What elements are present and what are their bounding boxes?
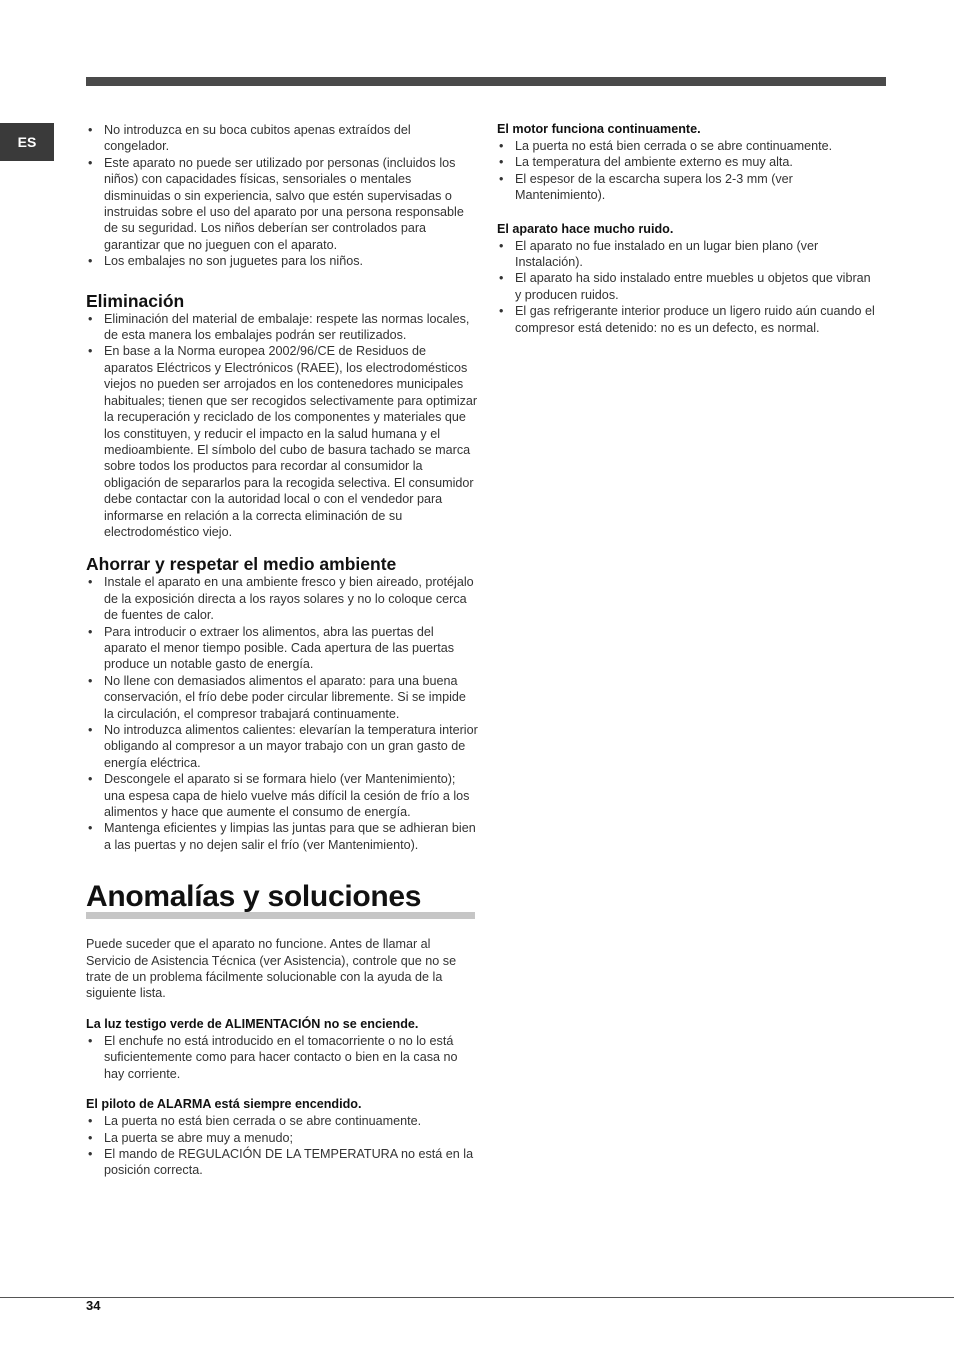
intro-bullet-list [86,122,478,270]
language-tab: ES [0,123,54,161]
problem-heading-luz: La luz testigo verde de ALIMENTACIÓN no se enciende. [86,1016,419,1031]
chapter-intro: Puede suceder que el aparato no funcione. Antes de llamar al Servicio de Asistencia Técnica (ver Asistencia), controle que no se trate de un problema fácilmente solucionable con la ayuda de la siguiente lista. [86,937,457,1001]
ahorrar-bullet-list [86,574,478,853]
list-item: • El mando de REGULACIÓN DE LA TEMPERATURA no está en la posición correcta. [86,1146,478,1179]
list-item: • Descongele el aparato si se formara hielo (ver Mantenimiento); una espesa capa de hielo vuelve más difícil la cesión de frío a los alimentos y hace que aumente el consumo de energía. [86,771,478,820]
footer-rule [0,1297,954,1298]
list-item: • El enchufe no está introducido en el tomacorriente o no lo está suficientemente como para hacer contacto o bien en la casa no hay corriente. [86,1033,478,1082]
problem-heading-motor: El motor funciona continuamente. [497,122,701,136]
list-item: • Este aparato no puede ser utilizado por personas (incluidos los niños) con capacidades físicas, sensoriales o mentales disminuidas o sin experiencia, salvo que estén supervisadas o instruidas sobre el uso del aparato por una persona responsable de su seguridad. Los niños deberían ser controlados para garantizar que no jueguen con el aparato. [86,155,478,253]
problem-heading-ruido: El aparato hace mucho ruido. [497,221,674,236]
luz-bullet-list [86,1033,478,1082]
list-item: • Los embalajes no son juguetes para los niños. [86,253,478,269]
list-item: • La puerta se abre muy a menudo; [86,1130,478,1146]
list-item: • Mantenga eficientes y limpias las juntas para que se adhieran bien a las puertas y no dejen salir el frío (ver Mantenimiento). [86,820,478,853]
list-item: • Para introducir o extraer los alimentos, abra las puertas del aparato el menor tiempo posible. Cada apertura de las puertas produce un notable gasto de energía. [86,624,478,673]
list-item: • No introduzca en su boca cubitos apenas extraídos del congelador. [86,122,478,155]
list-item: • En base a la Norma europea 2002/96/CE de Residuos de aparatos Eléctricos y Electrónicos (RAEE), los electrodomésticos viejos no pueden ser arrojados en los contenedores municipales habituales; tienen que ser recogidos selectivamente para optimizar la recuperación y reciclado de los componentes y materiales que los constituyen, y reducir el impacto en la salud humana y el medioambiente. El símbolo del cubo de basura tachado se marca sobre todos los productos para recordar al consumidor la obligación de separarlos para la recogida selectiva. El consumidor debe contactar con la autoridad local o con el vendedor para informarse en relación a la correcta eliminación de su electrodoméstico viejo. [86,343,478,540]
left-column [86,122,478,1179]
page-number: 34 [86,1298,101,1313]
list-item: • No llene con demasiados alimentos el aparato: para una buena conservación, el frío debe poder circular libremente. Si se impide la circulación, el compresor trabajará continuamente. [86,673,478,722]
motor-bullet-list [497,138,877,204]
section-heading-eliminacion: Eliminación [86,290,185,311]
problem-heading-piloto: El piloto de ALARMA está siempre encendido. [86,1097,362,1112]
header-bar [86,77,886,86]
chapter-title-block [86,879,478,919]
section-heading-ahorrar: Ahorrar y respetar el medio ambiente [86,554,397,575]
list-item: • El espesor de la escarcha supera los 2-3 mm (ver Mantenimiento). [497,171,877,204]
right-column [497,121,877,336]
list-item: • La puerta no está bien cerrada o se abre continuamente. [497,138,877,154]
list-item: • El aparato no fue instalado en un lugar bien plano (ver Instalación). [497,238,877,271]
list-item: • No introduzca alimentos calientes: elevarían la temperatura interior obligando al compresor a un mayor trabajo con un gran gasto de energía eléctrica. [86,722,478,771]
ruido-bullet-list [497,238,877,336]
list-item: • Instale el aparato en una ambiente fresco y bien aireado, protéjalo de la exposición directa a los rayos solares y no lo coloque cerca de fuentes de calor. [86,574,478,623]
list-item: • El aparato ha sido instalado entre muebles u objetos que vibran y producen ruidos. [497,270,877,303]
piloto-bullet-list [86,1113,478,1179]
chapter-title: Anomalías y soluciones [86,880,422,914]
eliminacion-bullet-list [86,311,478,541]
list-item: • La puerta no está bien cerrada o se abre continuamente. [86,1113,478,1129]
list-item: • El gas refrigerante interior produce un ligero ruido aún cuando el compresor está detenido: no es un defecto, es normal. [497,303,877,336]
list-item: • La temperatura del ambiente externo es muy alta. [497,154,877,170]
list-item: • Eliminación del material de embalaje: respete las normas locales, de esta manera los embalajes podrán ser reutilizados. [86,311,478,344]
